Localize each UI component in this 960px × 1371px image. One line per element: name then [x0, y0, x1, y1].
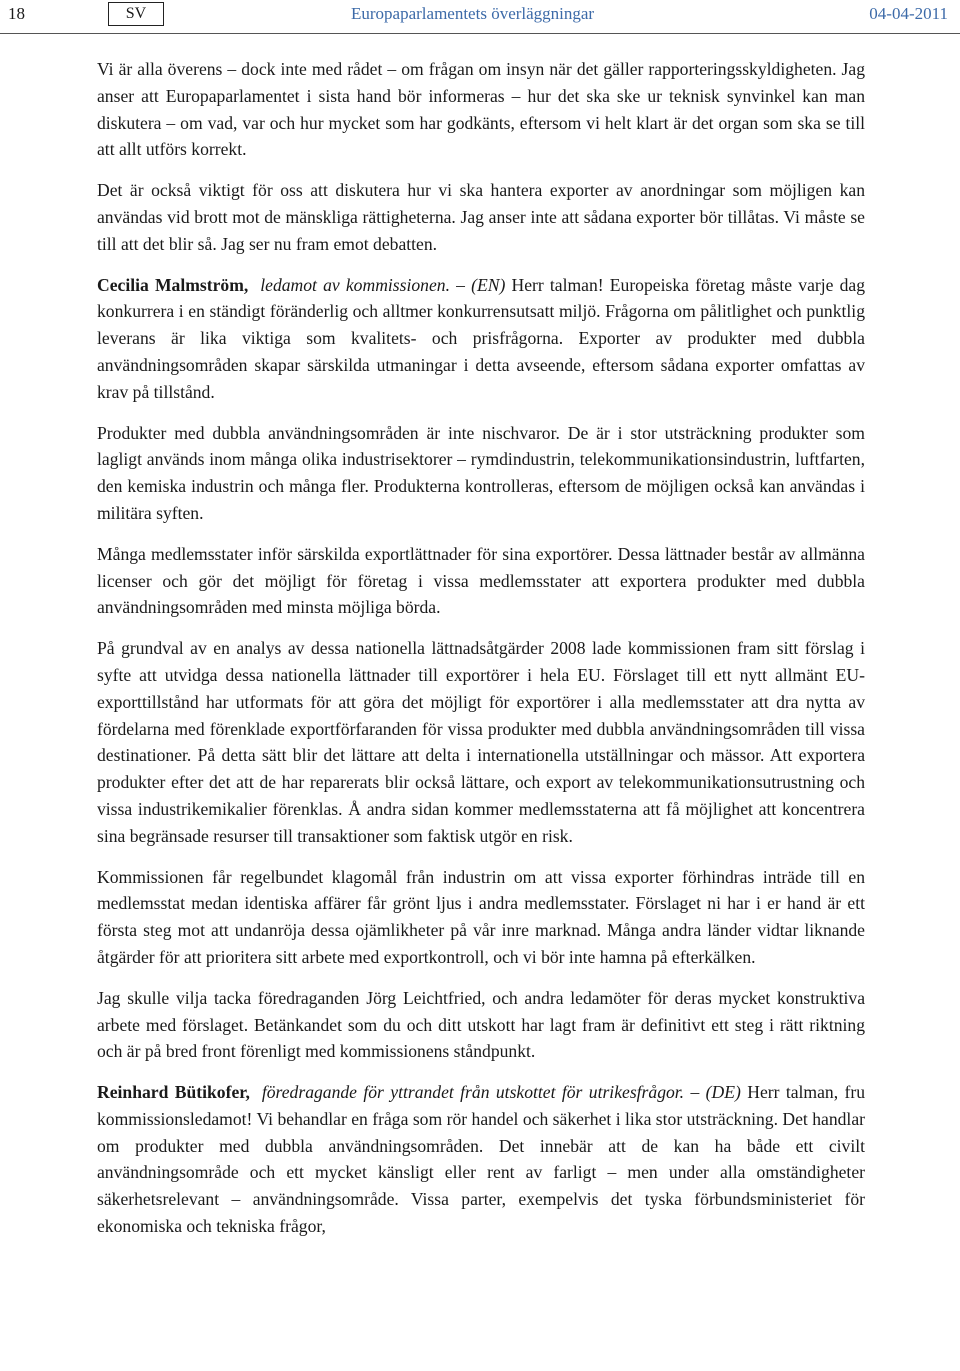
speech-text: Herr talman, fru kommissionsledamot! Vi behandlar en fråga som rör handel och säkerhet i lika stor utsträckning. Det handlar om produkter med dubbla användningsområden. Det innebär att de kan ha både ett civilt användningsområde och ett mycket känsligt eller rent av farligt – men under alla omständigheter säkerhetsrelevant – användningsområde. Vissa parter, exempelvis det tyska förbundsministeriet för ekonomiska och tekniska frågor, — [97, 1082, 866, 1237]
page-header — [0, 0, 960, 38]
speech-reinhard-butikofer — [97, 1079, 865, 1240]
document-title: Europaparlamentets överläggningar — [351, 4, 595, 23]
page-number: 18 — [8, 4, 25, 23]
paragraph: Jag skulle vilja tacka föredraganden Jörg Leichtfried, och andra ledamöter för deras mycket konstruktiva arbete med förslaget. Betänkandet som du och ditt utskott har lagt fram är definitivt ett steg i rätt riktning och är på bred front förenligt med kommissionens ståndpunkt. — [97, 987, 865, 1062]
paragraph: Det är också viktigt för oss att diskutera hur vi ska hantera exporter av anordningar som möjligen kan användas vid brott mot de mänskliga rättigheterna. Jag anser inte att sådana exporter bör tillåtas. Vi måste se till att det blir så. Jag ser nu fram emot debatten. — [97, 180, 865, 254]
paragraph: Många medlemsstater inför särskilda exportlättnader för sina exportörer. Dessa lättnader består av allmänna licenser och gör det möjligt för företag i vissa medlemsstater att exportera produkter med dubbla användningsområden med minsta möjliga börda. — [97, 543, 865, 618]
paragraph: Kommissionen får regelbundet klagomål från industrin om att vissa exporter förhindras inträde till en medlemsstat medan identiska affärer får grönt ljus i andra medlemsstater. Förslaget ni har i er hand är ett första steg mot att undanröja dessa ojämlikheter på vår inre marknad. Många andra länder vidtar liknande åtgärder för att prioritera sitt arbete med exportkontroll, och vi bör inte hamna på efterkälken. — [97, 866, 865, 967]
language-badge: SV — [108, 2, 164, 26]
language-marker: – (DE) — [690, 1082, 741, 1103]
header-divider — [0, 33, 960, 34]
speaker-role: ledamot av kommissionen. — [260, 274, 450, 295]
speaker-name: Cecilia Malmström, — [97, 274, 249, 295]
paragraph: På grundval av en analys av dessa nationella lättnadsåtgärder 2008 lade kommissionen fram sitt förslag i syfte att utvidga dessa nationella lättnader till exportörer i hela EU. Förslaget till ett nytt allmänt EU-exporttillstånd har utformats för att göra det möjligt för exportörer i alla medlemsstater att dra nytta av fördelarna med förenklade exportförfaranden för vissa produkter med dubbla användningsområden till vissa destinationer. På detta sätt blir det lättare att delta i internationella utställningar och mässor. Att exportera produkter efter det att de har reparerats blir också lättare, och export av telekommunikationsutrustning och vissa industrikemikalier förenklas. Å andra sidan kommer medlemsstaterna att få möjlighet att koncentrera sina begränsade resurser till transaktioner som faktisk utgör en risk. — [97, 638, 865, 846]
speech-cecilia-malmstrom — [97, 272, 865, 406]
speech-text: Herr talman! Europeiska företag måste varje dag konkurrera i en ständigt föränderlig och alltmer konkurrensutsatt miljö. Frågorna om pålitlighet och punktlig leverans är lika viktiga som kvalitets- och prisfrågorna. Exporter av produkter med dubbla användningsområden skapar särskilda utmaningar i detta avseende, eftersom sådana exporter omfattas av krav på tillstånd. — [97, 274, 865, 402]
document-body — [97, 56, 865, 1254]
speaker-role: föredragande för yttrandet från utskottet för utrikesfrågor. — [261, 1082, 685, 1103]
language-marker: – (EN) — [456, 274, 506, 295]
paragraph: Produkter med dubbla användningsområden är inte nischvaror. De är i stor utsträckning produkter som lagligt används inom många olika industrisektorer – rymdindustrin, telekommunikationsindustrin, luftfarten, den kemiska industrin och många fler. Produkterna kontrolleras, eftersom de möjligen också kan användas i militära syften. — [97, 422, 865, 523]
paragraph: Vi är alla överens – dock inte med rådet – om frågan om insyn när det gäller rapporteringsskyldigheten. Jag anser att Europaparlamentet i sista hand bör informeras – hur det ska ske ur teknisk synvinkel kan man diskutera – om vad, var och hur mycket som har godkänts, eftersom vi helt klart är det organ som ska se till att allt utförs korrekt. — [97, 59, 865, 160]
document-date: 04-04-2011 — [869, 4, 948, 23]
speaker-name: Reinhard Bütikofer, — [97, 1082, 250, 1103]
